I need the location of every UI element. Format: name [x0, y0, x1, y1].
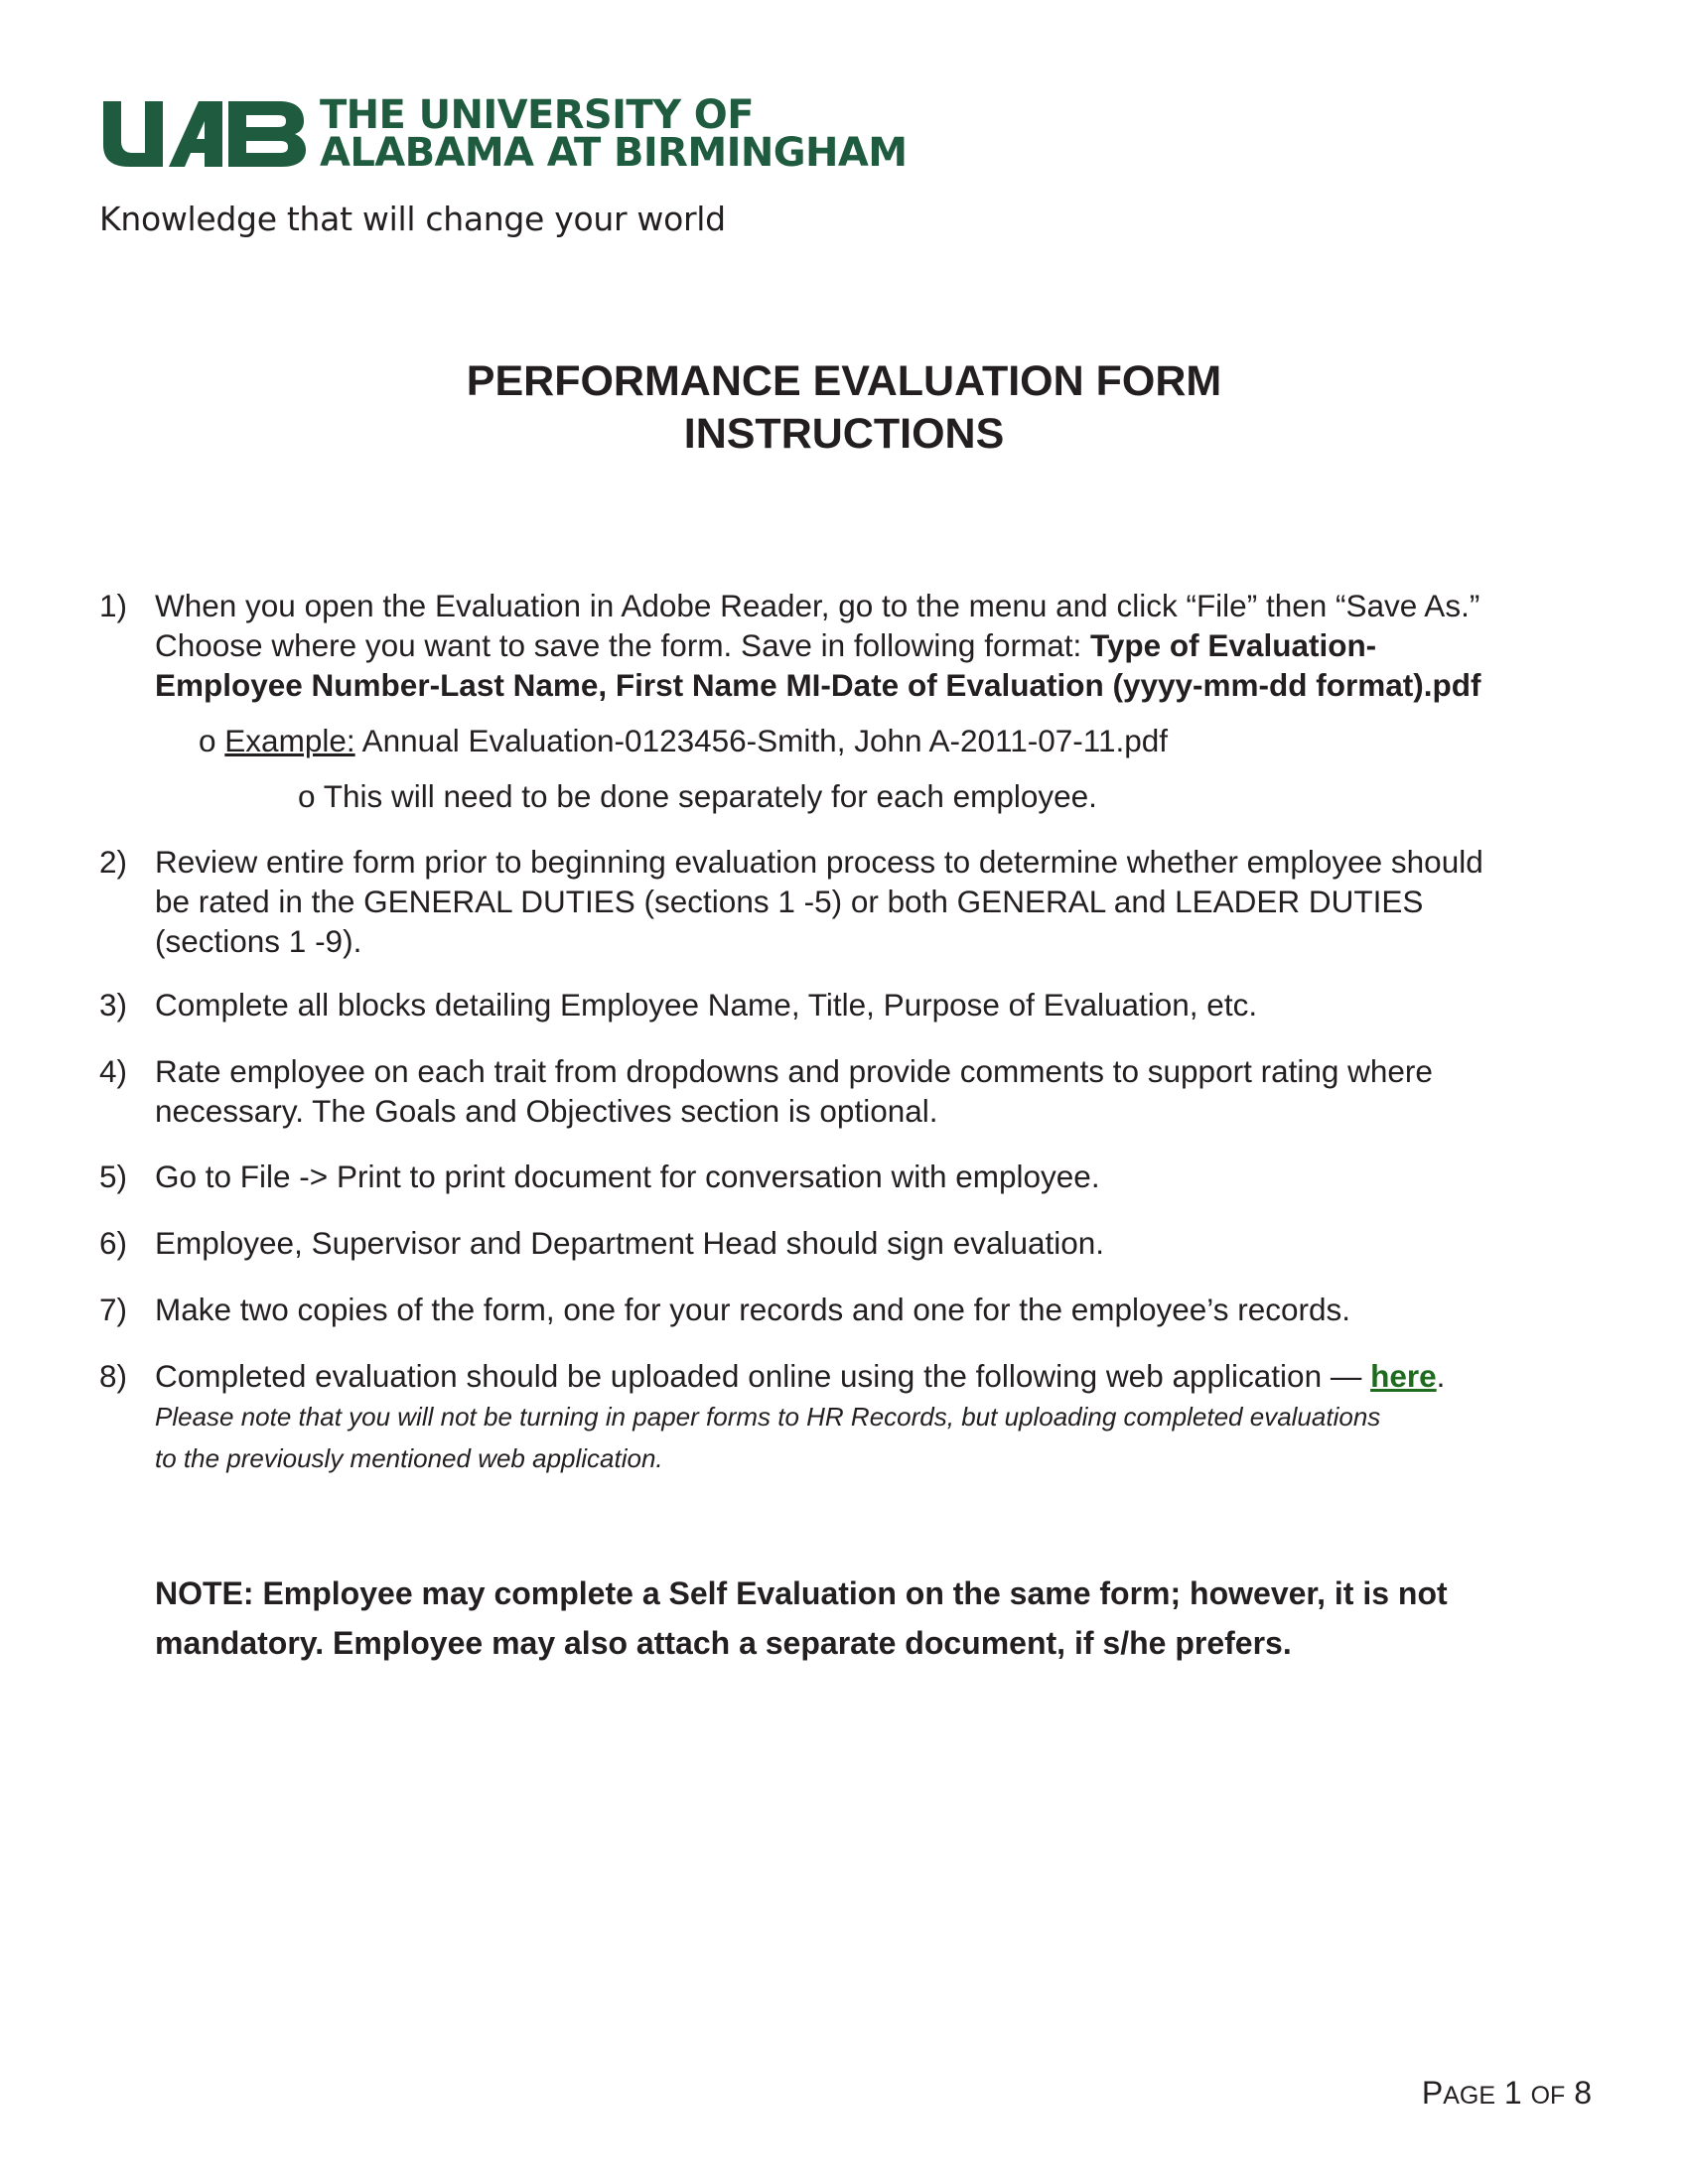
item-number: 1) [99, 588, 128, 623]
item-number: 8) [99, 1358, 128, 1394]
item-number: 6) [99, 1225, 128, 1261]
upload-here-link[interactable]: here [1370, 1358, 1437, 1394]
logo [99, 92, 908, 176]
uab-logo-mark [99, 97, 308, 171]
sub-bullet-text: This will need to be done separately for each employee. [323, 778, 1097, 814]
item-text-line [155, 1356, 1589, 1396]
page-label-rest: AGE [1443, 2082, 1496, 2110]
instruction-item-5 [99, 1157, 1589, 1196]
instruction-item-8 [99, 1356, 1589, 1479]
item-text-plain: . [1436, 1358, 1446, 1394]
italic-note [155, 1396, 1589, 1479]
instruction-item-3 [99, 985, 1589, 1024]
instruction-item-4 [99, 1051, 1589, 1131]
item-number: 4) [99, 1053, 128, 1089]
sub-bullet-example [199, 721, 1168, 760]
item-text-line: necessary. The Goals and Objectives section is optional. [155, 1093, 938, 1129]
item-text-line: Go to File -> Print to print document for conversation with employee. [155, 1159, 1100, 1194]
university-name [320, 92, 908, 176]
item-text-line: Rate employee on each trait from dropdowns and provide comments to support rating where [155, 1053, 1433, 1089]
instruction-item-1 [99, 586, 1589, 705]
bullet: o [199, 723, 216, 758]
instruction-item-2 [99, 842, 1589, 961]
italic-note-line: Please note that you will not be turning in paper forms to HR Records, but uploading completed evaluations [155, 1402, 1381, 1432]
item-number: 3) [99, 987, 128, 1023]
item-text-line [155, 625, 1589, 665]
item-number: 5) [99, 1159, 128, 1194]
page-total: 8 [1574, 2075, 1592, 2111]
self-evaluation-note [155, 1569, 1565, 1668]
page-label-initial: P [1421, 2075, 1444, 2111]
page-label [1422, 2075, 1495, 2111]
item-text-bold: Type of Evaluation- [1089, 627, 1377, 663]
item-text-line: Employee, Supervisor and Department Head should sign evaluation. [155, 1225, 1105, 1261]
item-text-plain: Choose where you want to save the form. Save in following format: [155, 627, 1090, 663]
header [99, 92, 908, 238]
bullet: o [298, 778, 316, 814]
item-text-line: Make two copies of the form, one for your records and one for the employee’s records. [155, 1292, 1351, 1327]
item-text-bold: Employee Number-Last Name, First Name MI-Date of Evaluation (yyyy-mm-dd format).pdf [155, 667, 1481, 703]
tagline: Knowledge that will change your world [99, 200, 726, 238]
page-of: OF [1530, 2082, 1566, 2110]
item-text-line: Complete all blocks detailing Employee Name, Title, Purpose of Evaluation, etc. [155, 987, 1258, 1023]
university-name-line2: ALABAMA AT BIRMINGHAM [320, 130, 908, 176]
item-text-line [155, 665, 1589, 705]
page-number [1422, 2075, 1592, 2112]
page-title-line2: INSTRUCTIONS [683, 410, 1005, 458]
page-current: 1 [1503, 2075, 1522, 2111]
item-text-plain: Completed evaluation should be uploaded online using the following web application — [155, 1358, 1371, 1394]
item-text-line: (sections 1 -9). [155, 923, 362, 959]
item-text-line: be rated in the GENERAL DUTIES (sections 1 -5) or both GENERAL and LEADER DUTIES [155, 884, 1424, 919]
page-title-line1: PERFORMANCE EVALUATION FORM [466, 357, 1222, 405]
page-title [0, 355, 1688, 461]
note-line: mandatory. Employee may also attach a separate document, if s/he prefers. [155, 1625, 1292, 1661]
italic-note-line: to the previously mentioned web application. [155, 1443, 663, 1473]
sub-bullet-note [298, 776, 1097, 816]
instruction-item-7 [99, 1290, 1589, 1329]
item-number: 7) [99, 1292, 128, 1327]
instruction-item-6 [99, 1223, 1589, 1263]
university-name-line1: THE UNIVERSITY OF [320, 92, 754, 138]
example-text: Annual Evaluation-0123456-Smith, John A-2011-07-11.pdf [354, 723, 1169, 758]
note-line: NOTE: Employee may complete a Self Evaluation on the same form; however, it is not [155, 1575, 1448, 1611]
item-text-line: When you open the Evaluation in Adobe Reader, go to the menu and click “File” then “Save As.” [155, 588, 1480, 623]
item-text-line: Review entire form prior to beginning evaluation process to determine whether employee should [155, 844, 1483, 880]
example-label: Example: [224, 723, 355, 758]
item-number: 2) [99, 844, 128, 880]
